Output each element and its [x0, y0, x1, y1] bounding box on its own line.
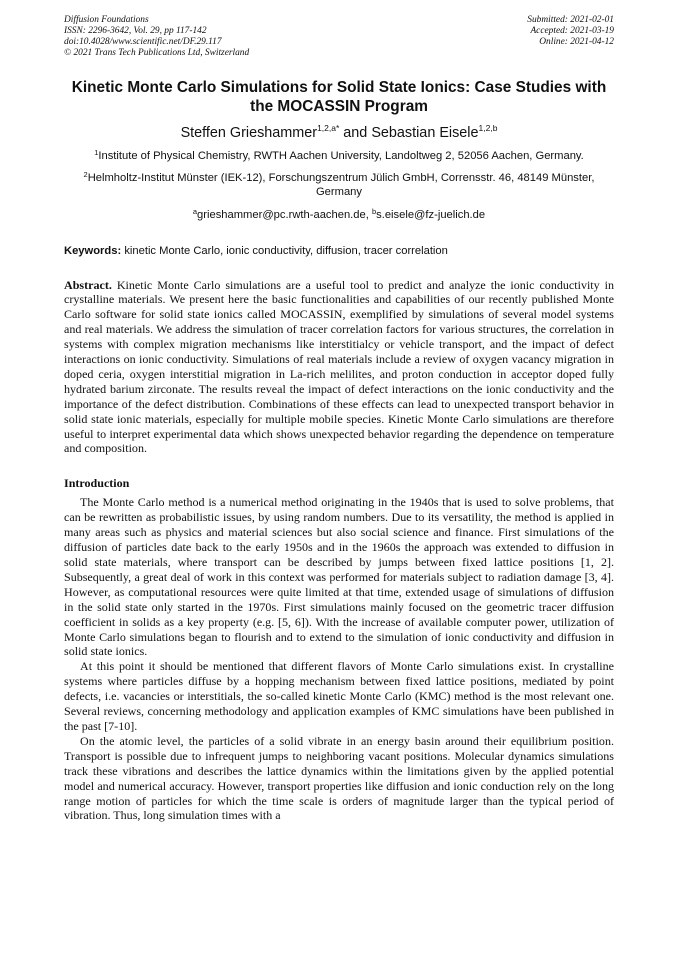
author-name: Steffen Grieshammer [180, 125, 318, 141]
accepted-date: Accepted: 2021-03-19 [530, 26, 614, 36]
affiliation-marker: 1 [94, 148, 99, 157]
body-paragraph: The Monte Carlo method is a numerical method originating in the 1940s that is used to solve problems, that can be rewritten as probabilistic issues, by using random numbers. Due to its versatility, the method is applied in many areas such as physics and material sciences but also social science and finance. First simulations of the diffusion of particles date back to the early 1950s and in the 1960s the approach was extended to diffusion in solid state materials, where transport can be described by jumps between fixed lattice positions [1, 2]. Subsequently, a great deal of work in this context was performed for materials subject to radiation damage [3, 4]. However, as computational resources were quite limited at that time, extended usage of simulations of diffusion in the solid state only started in the 1970s. First simulations mainly focused on the geometric tracer diffusion coefficient in solids as a key property (e.g. [5, 6]). With the increase of available computer power, utilization of Monte Carlo simulations began to flourish and to extend to the simulation of ionic conductivity and diffusion in solid state ionics. [64, 495, 614, 659]
keywords [64, 244, 614, 258]
author-list [64, 124, 614, 142]
affiliation-1 [64, 149, 614, 164]
submitted-date: Submitted: 2021-02-01 [527, 15, 614, 25]
copyright-line: © 2021 Trans Tech Publications Ltd, Switzerland [64, 48, 250, 58]
keywords-text: kinetic Monte Carlo, ionic conductivity, diffusion, tracer correlation [124, 244, 448, 257]
abstract-text: Kinetic Monte Carlo simulations are a useful tool to predict and analyze the ionic conductivity in crystalline materials. We present here the basic functionalities and capabilities of our recently published Monte Carlo software for solid state ionics called MOCASSIN, exemplified by simulations of several model systems and real materials. We address the simulation of tracer correlation factors for various structures, the correlation in systems with complex migration mechanisms like interstitialcy or vehicle transport, and the impact of defect interactions on ionic conductivity. Simulations of real materials include a review of oxygen vacancy migration in doped ceria, oxygen interstitial migration in La-rich melilites, and proton conduction in acceptor doped fully hydrated barium zirconate. The results reveal the impact of defect interactions on the ionic conductivity and the importance of the defect distribution. Combinations of these effects can lead to unexpected transport behavior in solid state ionic materials, especially for multiple mobile species. Kinetic Monte Carlo simulations are therefore useful to interpret experimental data which shows unexpected behavior regarding the dependence on temperature and composition. [64, 277, 615, 456]
section-heading-introduction: Introduction [64, 476, 130, 491]
author-superscript: 1,2,a* [317, 123, 340, 133]
email-marker: b [371, 206, 377, 216]
abstract-label: Abstract. [64, 277, 112, 292]
author-emails [64, 208, 614, 222]
author-name: Sebastian Eisele [371, 125, 479, 141]
affiliation-2 [64, 171, 614, 200]
author-conjunction: and [343, 125, 368, 141]
affiliation-marker: 2 [83, 169, 88, 179]
journal-name: Diffusion Foundations [64, 15, 149, 25]
author-superscript: 1,2,b [478, 123, 498, 133]
body-paragraph: On the atomic level, the particles of a solid vibrate in an energy basin around their equilibrium position. Transport is possible due to infrequent jumps to neighboring vacant positions. Molecular dynamics simulations track these vibrations and describes the lattice dynamics within the limitations given by the applied potential model and numerical accuracy. However, transport properties like diffusion and ionic conduction rely on the long range motion of particles for which the time scale is orders of magnitude larger than the typical period of vibration. Thus, long simulation times with a [64, 733, 614, 823]
doi-line: doi:10.4028/www.scientific.net/DF.29.117 [64, 37, 222, 47]
body-paragraph: At this point it should be mentioned that different flavors of Monte Carlo simulations exist. In crystalline systems where particles diffuse by a hopping mechanism between fixed lattice positions, mediated by point defects, i.e. vacancies or interstitials, the so-called kinetic Monte Carlo (KMC) method is the most relevant one. Several reviews, concerning methodology and application examples of KMC simulations have been published in the past [7-10]. [64, 659, 614, 733]
email-marker: a [192, 206, 198, 216]
issn-line: ISSN: 2296-3642, Vol. 29, pp 117-142 [64, 26, 207, 36]
online-date: Online: 2021-04-12 [539, 37, 614, 47]
email-address[interactable]: s.eisele@fz-juelich.de [376, 208, 486, 221]
email-address[interactable]: grieshammer@pc.rwth-aachen.de, [197, 208, 369, 221]
affiliation-text: Institute of Physical Chemistry, RWTH Aachen University, Landoltweg 2, 52056 Aachen, Germany. [98, 150, 584, 162]
keywords-label: Keywords: [64, 244, 122, 257]
paper-title: Kinetic Monte Carlo Simulations for Solid State Ionics: Case Studies with the MOCASSIN Program [71, 79, 607, 115]
publication-dates [527, 15, 614, 59]
affiliation-text: Helmholtz-Institut Münster (IEK-12), Forschungszentrum Jülich GmbH, Corrensstr. 46, 48149 Münster, Germany [87, 171, 595, 198]
abstract [64, 278, 614, 457]
publication-info [64, 15, 249, 59]
running-header [64, 15, 614, 59]
